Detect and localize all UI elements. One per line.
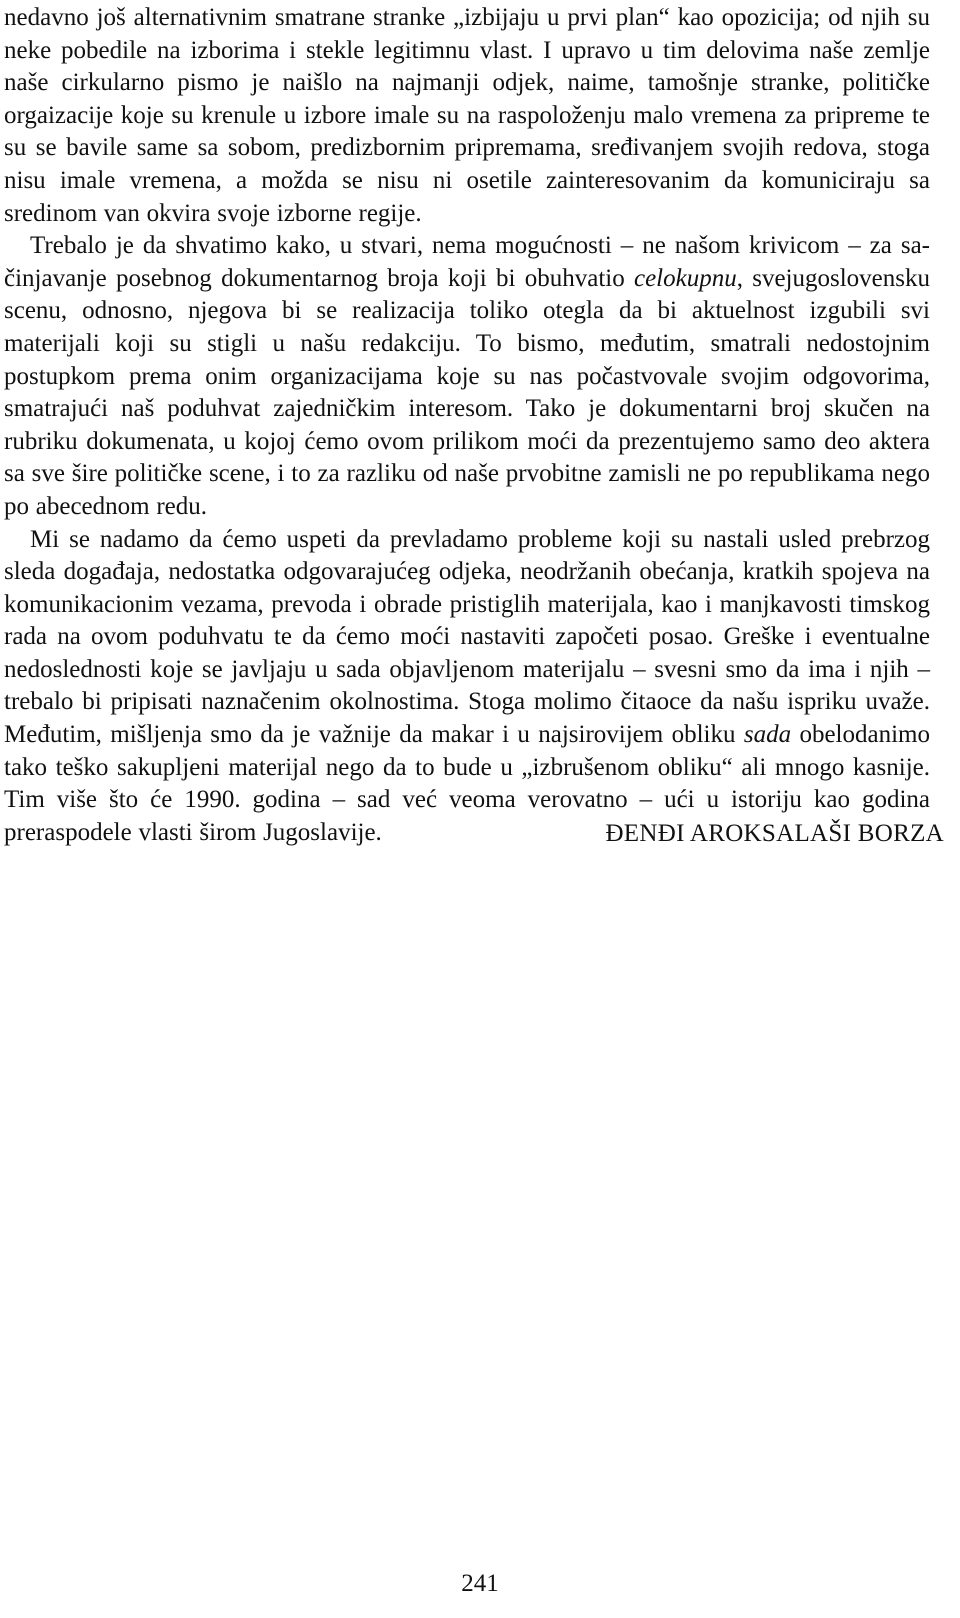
- paragraph-2-emphasis: celokupnu: [633, 264, 737, 292]
- author-signature: ĐENĐI AROKSALAŠI BORZA: [605, 820, 944, 847]
- paragraph-2-text-before: Trebalo je da shvatimo kako, u stvari, nema mogućnosti – ne našom krivicom – za sačinjavanje posebnog dokumentarnog broja koji bi obuhvatio: [4, 232, 930, 292]
- paragraph-2-text-after: , svejugoslovensku scenu, odnosno, njegova bi se realizacija toliko otegla da bi aktuelnost izgubili svi materijali koji su stigli u našu redakciju. To bismo, međutim, smatrali nedostojnim postupkom prema onim organizacijama koje su nas počastvovale svojim odgovorima, smatrajući naš poduhvat zajedničkim interesom. Tako je dokumentarni broj skučen na rubriku dokumenata, u kojoj ćemo ovom prilikom moći da prezentujemo samo deo aktera sa sve šire političke scene, i to za razliku od naše prvobitne zamisli ne po republikama nego po abecednom redu.: [4, 264, 930, 520]
- paragraph-2: [4, 230, 930, 523]
- paragraph-3: [4, 524, 930, 850]
- paragraph-3-text-before: Mi se nadamo da ćemo uspeti da prevladamo probleme koji su nastali usled prebrzog sleda događaja, nedostatka odgovarajućeg odjeka, neodržanih obećanja, kratkih spojeva na komunikacionim vezama, prevoda i obrade pristiglih materijala, kao i manjkavosti timskog rada na ovom poduhvatu te da ćemo moći nastaviti započeti posao. Greške i eventualne nedoslednosti koje se javljaju u sada objavljenom materijalu – svesni smo da ima i njih – trebalo bi pripisati naznačenim okolnostima. Stoga molimo čitaoce da našu ispriku uvaže. Međutim, mišljenja smo da je važnije da makar i u najsirovijem obliku: [4, 525, 930, 749]
- paragraph-3-text-after: obelodanimo tako teško sakupljeni materijal nego da to bude u „izbrušenom obliku“ ali mnogo kasnije. Tim više što će 1990. godina – sad već veoma verovatno – ući u istoriju kao godina preraspodele vlasti širom Jugoslavije.: [4, 721, 930, 846]
- page-number: 241: [461, 1570, 499, 1597]
- body-text: [4, 2, 930, 849]
- paragraph-3-emphasis: sada: [743, 721, 792, 749]
- paragraph-1: nedavno još alternativnim smatrane stranke „izbijaju u prvi plan“ kao opozicija; od njih su neke pobedile na izborima i stekle legitimnu vlast. I upravo u tim delovima naše zemlje naše cirkularno pismo je naišlo na najmanji odjek, naime, tamošnje stranke, političke orgaizacije koje su krenule u izbore imale su na raspoloženju malo vremena za pripreme te su se bavile same sa sobom, predizbornim pripremama, sređivanjem svojih redova, stoga nisu imale vremena, a možda se nisu ni osetile zainteresovanim da komuniciraju sa sredinom van okvira svoje izborne regije.: [4, 4, 930, 227]
